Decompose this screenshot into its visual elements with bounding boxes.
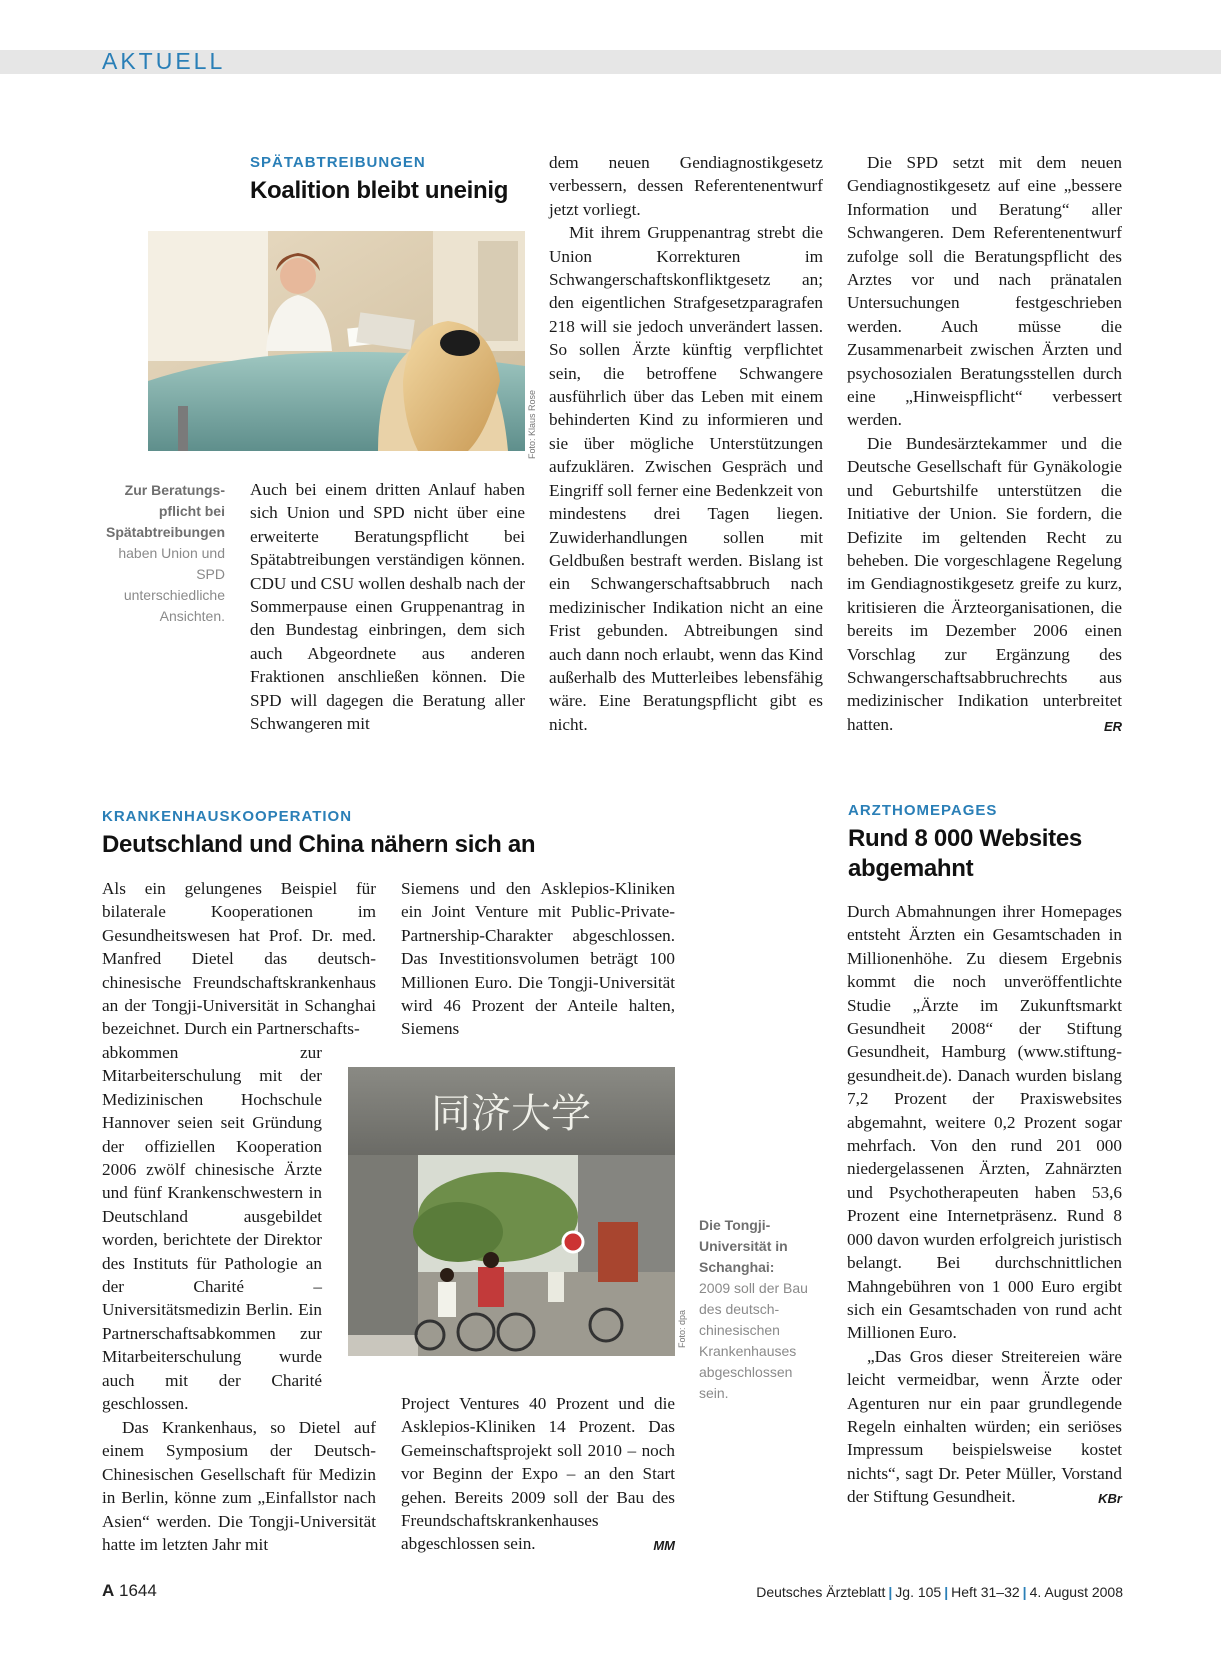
- article1-signature: ER: [1103, 718, 1122, 734]
- article2-caption-bold: Die Tongji-Universität in Schanghai:: [699, 1217, 788, 1275]
- page-prefix: A: [102, 1581, 115, 1600]
- article1-caption: [100, 480, 225, 627]
- article1-photo: [148, 231, 525, 451]
- article2-caption: [699, 1215, 809, 1404]
- article2-kicker: KRANKENHAUSKOOPERATION: [102, 808, 353, 825]
- article1-title: Koalition bleibt uneinig: [250, 177, 509, 204]
- article2-column-2-bottom: [401, 1392, 675, 1558]
- article1-col2-paragraph-2: Mit ihrem Gruppenantrag strebt die Union Korrekturen im Schwangerschaftskonfliktgesetz an; den eigentlichen Strafgesetzparagrafen 218 will sie jedoch unverändert lassen. So sollen Ärzte künftig verpflichtet sein, die betroffene Schwangere ausführlich über das Leben mit einem behinderten Kind zu informieren und sie über mögliche Unterstützungen aufzuklären. Zwischen Gespräch und Eingriff soll ferner eine Bedenkzeit von mindestens drei Tagen liegen. Zuwiderhandlungen sollen mit Geldbußen bestraft werden. Bislang ist ein Schwangerschaftsabbruch nach medizinischer Indikation nicht an eine Frist gebunden. Abtreibungen sind auch dann noch erlaubt, wenn das Kind außerhalb des Mutterleibes lebensfähig wäre. Eine Beratungspflicht gibt es nicht.: [549, 223, 823, 734]
- consultation-photo-image: [148, 231, 525, 451]
- article2-column-1-top: [102, 877, 376, 1041]
- journal-volume: Jg. 105: [895, 1584, 942, 1600]
- article2-caption-text: 2009 soll der Bau des deutsch-chinesischen Krankenhauses abgeschlossen sein.: [699, 1280, 808, 1401]
- article2-col1-paragraph-1a: Als ein gelungenes Beispiel für bilaterale Kooperationen im Gesundheitswesen hat Prof. Dr. med. Manfred Dietel das deutsch-chinesische Freundschaftskrankenhaus an der Tongji-Universität in Schanghai bezeichnet. Durch ein Partnerschafts-: [102, 879, 376, 1039]
- article1-caption-bold: Zur Beratungs-pflicht bei Spätabtreibungen: [105, 482, 225, 540]
- article2-col2-bottom-text: Project Ventures 40 Prozent und die Asklepios-Kliniken 14 Prozent. Das Gemeinschaftsprojekt soll 2010 – noch vor Beginn der Expo – an den Start gehen. Bereits 2009 soll der Bau des Freundschaftskrankenhauses abgeschlossen sein.: [401, 1394, 675, 1554]
- article2-title: Deutschland und China nähern sich an: [102, 831, 536, 858]
- article1-col2-paragraph-1: dem neuen Gendiagnostikgesetz verbessern, dessen Referentenentwurf jetzt vorliegt.: [549, 153, 823, 219]
- article2-col2-bottom-paragraph: [401, 1392, 675, 1556]
- article2-col1-paragraph-1b: abkommen zur Mitarbeiterschulung mit der Medizinischen Hochschule Hannover seien seit Gründung der offiziellen Kooperation 2006 zwölf chinesische Ärzte und fünf Krankenschwestern in Deutschland ausgebildet worden, berichtete der Direktor des Instituts für Pathologie an der Charité – Universitätsmedizin Berlin. Ein Partnerschaftsabkommen zur Mitarbeiterschulung wurde auch mit der Charité geschlossen.: [102, 1043, 322, 1414]
- article3-paragraph-2-text: „Das Gros dieser Streitereien wäre leicht vermeidbar, wenn Ärzte oder Agenturen nur ein paar grundlegende Regeln einhalten würden; ein seriöses Impressum beispielsweise kostet nichts“, sagt Dr. Peter Müller, Vorstand der Stiftung Gesundheit.: [847, 1346, 1122, 1507]
- article3-paragraph-1: Durch Abmahnungen ihrer Homepages entsteht Ärzten ein Gesamtschaden in Millionenhöhe. Zu diesem Ergebnis kommt die noch unveröffentlichte Studie „Ärzte im Zukunftsmarkt Gesundheit 2008“ der Stiftung Gesundheit, Hamburg (www.stiftung-gesundheit.de). Danach wurden bislang 7,2 Prozent der Praxiswebsites abgemahnt, weitere 0,2 Prozent sogar mehrfach. Von den rund 201 000 niedergelassenen Ärzten, Zahnärzten und Psychotherapeuten haben 53,6 Prozent eine Internetpräsenz. Rund 8 000 davon wurden erfolgreich juristisch belangt. Bei durchschnittlichen Mahngebühren von 1 000 Euro ergibt sich ein Gesamtschaden von rund acht Millionen Euro.: [847, 902, 1122, 1343]
- section-label: AKTUELL: [102, 48, 226, 74]
- article1-caption-text: haben Union und SPD unterschiedliche Ansichten.: [118, 545, 225, 624]
- article1-photo-credit: Foto: Klaus Rose: [527, 390, 537, 460]
- article3-signature: KBr: [1098, 1491, 1122, 1507]
- footer-separator: |: [944, 1584, 949, 1600]
- article1-column-1: [250, 478, 525, 735]
- article2-column-1-bottom: [102, 1416, 376, 1556]
- university-gate-photo-image: [348, 1067, 675, 1356]
- footer-separator: |: [888, 1584, 893, 1600]
- article2-photo: [348, 1067, 675, 1356]
- footer-separator: |: [1022, 1584, 1027, 1600]
- journal-name: Deutsches Ärzteblatt: [756, 1584, 886, 1600]
- page-number-value: 1644: [119, 1581, 157, 1600]
- journal-date: 4. August 2008: [1029, 1584, 1123, 1600]
- article1-column-3: [847, 151, 1122, 738]
- article1-col3-paragraph-1: Die SPD setzt mit dem neuen Gendiagnostikgesetz auf eine „bessere Information und Beratung“ aller Schwangeren. Dem Referentenentwurf zufolge soll die Beratungspflicht des Arztes vor und nach pränatalen Untersuchungen festgeschrieben werden. Auch müsse die Zusammenarbeit zwischen Ärzten und psychosozialen Beratungsstellen durch eine „Hinweispflicht“ verbessert werden.: [847, 153, 1122, 430]
- article2-column-1-wrap: [102, 1041, 322, 1416]
- article1-col3-paragraph-2-text: Die Bundesärztekammer und die Deutsche Gesellschaft für Gynäkologie und Geburtshilfe unterstützen die Initiative der Union. Sie fordern, die Defizite im geltenden Recht zu beheben. Die vorgeschlagene Regelung im Gendiagnostikgesetz greife zu kurz, kritisieren die Ärzteorganisationen, die bereits im Dezember 2006 einen Vorschlag zur Ergänzung des Schwangerschaftsabbruchrechts aus medizinischer Indikation unterbreitet hatten.: [847, 433, 1122, 734]
- article1-col1-paragraph: Auch bei einem dritten Anlauf haben sich Union und SPD nicht über eine erweiterte Beratungspflicht bei Spätabtreibungen verständigen können. CDU und CSU wollen deshalb nach der Sommerpause einen Gruppenantrag in den Bundestag einbringen, dem sich auch Abgeordnete aus anderen Fraktionen anschließen können. Die SPD will dagegen die Beratung aller Schwangeren mit: [250, 480, 525, 734]
- article3-title: Rund 8 000 Websites abgemahnt: [848, 825, 1082, 882]
- journal-footer: [756, 1584, 1123, 1600]
- article3-paragraph-2: [847, 1345, 1122, 1509]
- article2-signature: MM: [653, 1538, 675, 1554]
- article2-col1-paragraph-2: Das Krankenhaus, so Dietel auf einem Symposium der Deutsch-Chinesischen Gesellschaft für Medizin in Berlin, könne zum „Einfallstor nach Asien“ werden. Die Tongji-Universität hatte im letzten Jahr mit: [102, 1418, 376, 1555]
- article3-kicker: ARZTHOMEPAGES: [848, 802, 998, 819]
- article2-col2-top-paragraph: Siemens und den Asklepios-Kliniken ein Joint Venture mit Public-Private-Partnership-Charakter abgeschlossen. Das Investitionsvolumen beträgt 100 Millionen Euro. Die Tongji-Universität wird 46 Prozent der Anteile halten, Siemens: [401, 879, 675, 1039]
- article2-photo-credit: Foto: dpa: [677, 1310, 687, 1349]
- gate-sign-text: 同济大学: [431, 1091, 591, 1137]
- article1-column-2: [549, 151, 823, 736]
- article1-kicker: SPÄTABTREIBUNGEN: [250, 154, 426, 171]
- page-number: [102, 1581, 157, 1601]
- article1-col3-paragraph-2: [847, 432, 1122, 736]
- journal-issue: Heft 31–32: [951, 1584, 1020, 1600]
- article3-column: [847, 900, 1122, 1511]
- article2-column-2-top: [401, 877, 675, 1041]
